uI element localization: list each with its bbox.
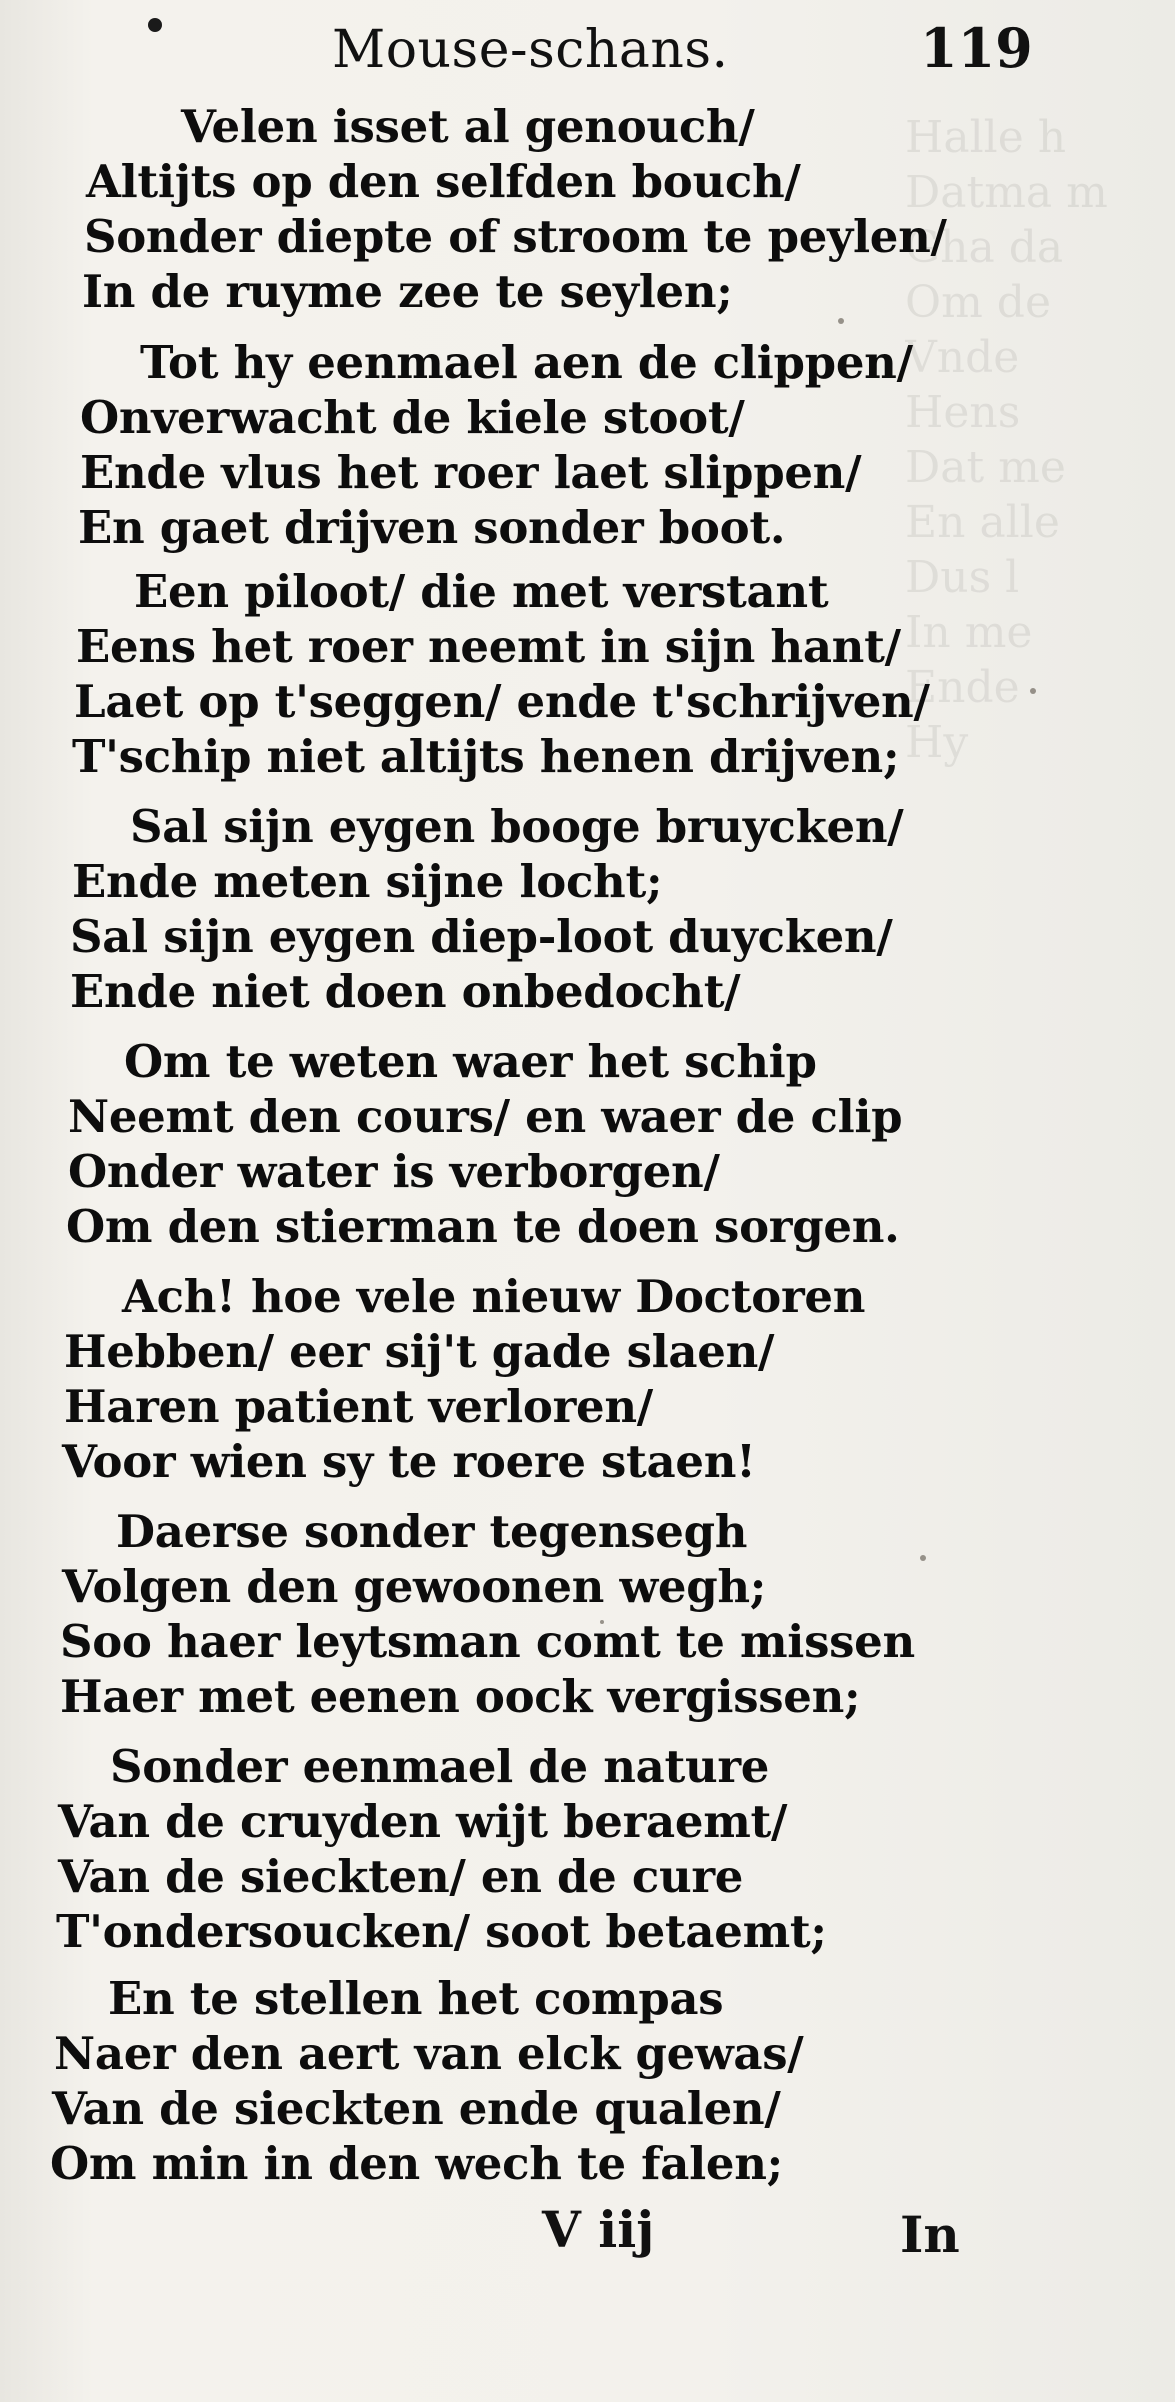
verse-line: Daerse sonder tegensegh	[116, 1505, 748, 1558]
ornament-dot	[148, 18, 162, 32]
verse-line: Ende niet doen onbedocht/	[70, 965, 741, 1018]
verse-line: En gaet drijven sonder boot.	[78, 501, 786, 554]
verse-line: Voor wien sy te roere staen!	[62, 1435, 756, 1488]
verse-line: Om te weten waer het schip	[124, 1035, 817, 1088]
catchword: In	[900, 2205, 960, 2264]
verse-line: Naer den aert van elck gewas/	[54, 2027, 804, 2080]
verse-line: Altijts op den selfden bouch/	[86, 155, 801, 208]
page-number: 119	[920, 16, 1033, 80]
verse-line: Onverwacht de kiele stoot/	[80, 391, 745, 444]
verse-line: Velen isset al genouch/	[181, 100, 755, 153]
verse-line: Onder water is verborgen/	[68, 1145, 720, 1198]
verse-line: Sal sijn eygen diep-loot duycken/	[70, 910, 893, 963]
verse-line: Eens het roer neemt in sijn hant/	[76, 620, 901, 673]
verse-line: Tot hy eenmael aen de clippen/	[140, 336, 913, 389]
signature-mark: V iij	[542, 2200, 655, 2259]
verse-line: Ach! hoe vele nieuw Doctoren	[122, 1270, 866, 1323]
verse-line: Van de sieckten/ en de cure	[58, 1850, 744, 1903]
show-through-text: Halle h Datma m Gha da Om de Vnde Hens Dat me En alle Dus l In me Ende Hy	[905, 112, 1108, 768]
verse-line: Haren patient verloren/	[64, 1380, 653, 1433]
verse-line: Laet op t'seggen/ ende t'schrijven/	[74, 675, 930, 728]
verse-line: Volgen den gewoonen wegh;	[62, 1560, 767, 1613]
verse-line: Van de cruyden wijt beraemt/	[58, 1795, 788, 1848]
verse-line: Ende meten sijne locht;	[72, 855, 663, 908]
verse-line: Sonder eenmael de nature	[110, 1740, 770, 1793]
running-title: Mouse-schans.	[332, 20, 729, 80]
verse-line: Neemt den cours/ en waer de clip	[68, 1090, 903, 1143]
verse-line: Soo haer leytsman comt te missen	[60, 1615, 915, 1668]
verse-line: En te stellen het compas	[108, 1972, 724, 2025]
verse-line: Om min in den wech te falen;	[50, 2137, 783, 2190]
verse-line: T'ondersoucken/ soot betaemt;	[56, 1905, 827, 1958]
verse-line: Hebben/ eer sij't gade slaen/	[64, 1325, 775, 1378]
verse-line: In de ruyme zee te seylen;	[82, 265, 733, 318]
verse-line: T'schip niet altijts henen drijven;	[72, 730, 900, 783]
verse-line: Van de sieckten ende qualen/	[52, 2082, 781, 2135]
verse-line: Ende vlus het roer laet slippen/	[80, 446, 862, 499]
verse-line: Haer met eenen oock vergissen;	[60, 1670, 861, 1723]
verse-line: Sonder diepte of stroom te peylen/	[84, 210, 947, 263]
verse-line: Een piloot/ die met verstant	[134, 565, 829, 618]
verse-line: Sal sijn eygen booge bruycken/	[130, 800, 904, 853]
verse-line: Om den stierman te doen sorgen.	[66, 1200, 900, 1253]
